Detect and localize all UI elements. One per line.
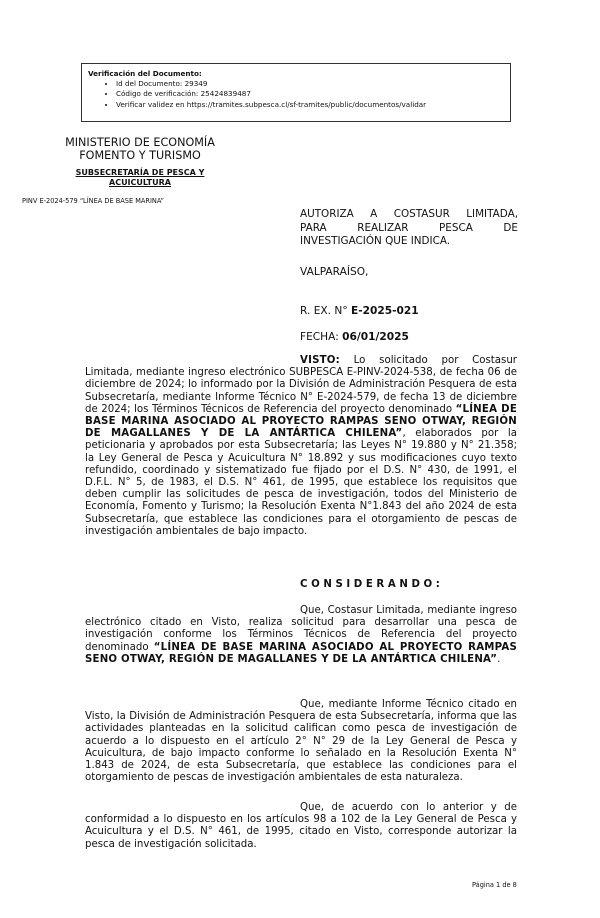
considerando-p1-end: . <box>497 653 501 665</box>
resolution-date <box>300 331 409 343</box>
ministry-line2: FOMENTO Y TURISMO <box>79 149 201 162</box>
place: VALPARAÍSO, <box>300 266 369 278</box>
project-reference: PINV E-2024-579 “LÍNEA DE BASE MARINA” <box>22 197 164 205</box>
visto-label: VISTO: <box>300 355 340 366</box>
ministry-line1: MINISTERIO DE ECONOMÍA <box>65 136 215 149</box>
visto-paragraph <box>85 355 517 538</box>
resolution-title <box>300 208 518 249</box>
resolution-title-line3: INVESTIGACIÓN QUE INDICA. <box>300 235 451 247</box>
visto-text-1: Lo solicitado por Costasur Limitada, mediante ingreso electrónico SUBPESCA E-PINV-2024-538, de fecha 06 de diciembre de 2024; lo informado por la División de Administración Pesquera de esta Subsecretaría, mediante Informe Técnico N° E-2024-579, de fecha 13 de diciembre de 2024; los Términos Técnicos de Referencia del proyecto denominado <box>85 355 517 415</box>
verification-url[interactable]: • Verificar validez en https://tramites.subpesca.cl/sf-tramites/public/documentos/validar <box>116 100 504 110</box>
page-number: Página 1 de 8 <box>472 881 517 889</box>
subsecretaria-line2: ACUICULTURA <box>109 178 171 187</box>
subsecretaria-line1: SUBSECRETARÍA DE PESCA Y <box>75 168 205 177</box>
considerando-paragraph-2 <box>85 699 517 784</box>
considerando-heading: CONSIDERANDO: <box>300 579 444 590</box>
resolution-number-label: R. EX. N° <box>300 305 348 317</box>
resolution-number-value: E-2025-021 <box>351 305 419 317</box>
date-label: FECHA: <box>300 331 339 343</box>
visto-text-2: , elaborados por la peticionaria y aprobados por esta Subsecretaría; las Leyes N° 19.880 y N° 21.358; la Ley General de Pesca y Acuicultura N° 18.892 y sus modificaciones cuyo texto refundido, coordinado y sistematizado fue fijado por el D.S. N° 430, de 1991, el D.F.L. N° 5, de 1983, el D.S. N° 461, de 1995, que establece los requisitos que deben cumplir las solicitudes de pesca de investigación, todos del Ministerio de Economía, Fomento y Turismo; la Resolución Exenta N°1.843 del año 2024 de esta Subsecretaría, que establece las condiciones para el otorgamiento de pescas de investigación ambientales de bajo impacto. <box>85 428 517 537</box>
verification-title: Verificación del Documento: <box>88 69 202 78</box>
resolution-title-line1: AUTORIZA A COSTASUR LIMITADA, <box>300 208 518 220</box>
visto-project-name: “LÍNEA DE BASE MARINA ASOCIADO AL PROYECTO RAMPAS SENO OTWAY, REGIÓN DE MAGALLANES Y DE LA ANTÁRTICA CHILENA” <box>85 403 517 440</box>
subsecretaria-name <box>57 168 223 188</box>
considerando-paragraph-1 <box>85 605 517 666</box>
resolution-number <box>300 305 419 317</box>
verification-box <box>81 63 511 122</box>
verification-list <box>88 79 504 110</box>
date-value: 06/01/2025 <box>342 331 409 343</box>
considerando-p3-text: Que, de acuerdo con lo anterior y de conformidad a lo dispuesto en los artículos 98 a 102 de la Ley General de Pesca y Acuicultura y el D.S. N° 461, de 1995, citado en Visto, corresponde autorizar la pesca de investigación solicitada. <box>85 802 517 850</box>
verification-code: • Código de verificación: 25424839487 <box>116 89 504 99</box>
verification-id: • Id del Documento: 29349 <box>116 79 504 89</box>
considerando-p2-text: Que, mediante Informe Técnico citado en Visto, la División de Administración Pesquera de esta Subsecretaría, informa que las actividades planteadas en la solicitud califican como pesca de investigación de acuerdo a lo dispuesto en el artículo 2° N° 29 de la Ley General de Pesca y Acuicultura, de bajo impacto conforme lo señalado en la Resolución Exenta N° 1.843 de 2024, de esta Subsecretaría, que establece las condiciones para el otorgamiento de pescas de investigación ambientales de esta naturaleza. <box>85 699 517 784</box>
considerando-p1-text: Que, Costasur Limitada, mediante ingreso electrónico citado en Visto, realiza solicitud para desarrollar una pesca de investigación conforme los Términos Técnicos de Referencia del proyecto denominado <box>85 605 517 653</box>
ministry-name <box>57 136 223 162</box>
considerando-paragraph-3 <box>85 802 517 851</box>
resolution-title-line2: PARA REALIZAR PESCA DE <box>300 221 518 234</box>
considerando-p1-project: “LÍNEA DE BASE MARINA ASOCIADO AL PROYECTO RAMPAS SENO OTWAY, REGIÓN DE MAGALLANES Y DE LA ANTÁRTICA CHILENA” <box>85 641 517 665</box>
